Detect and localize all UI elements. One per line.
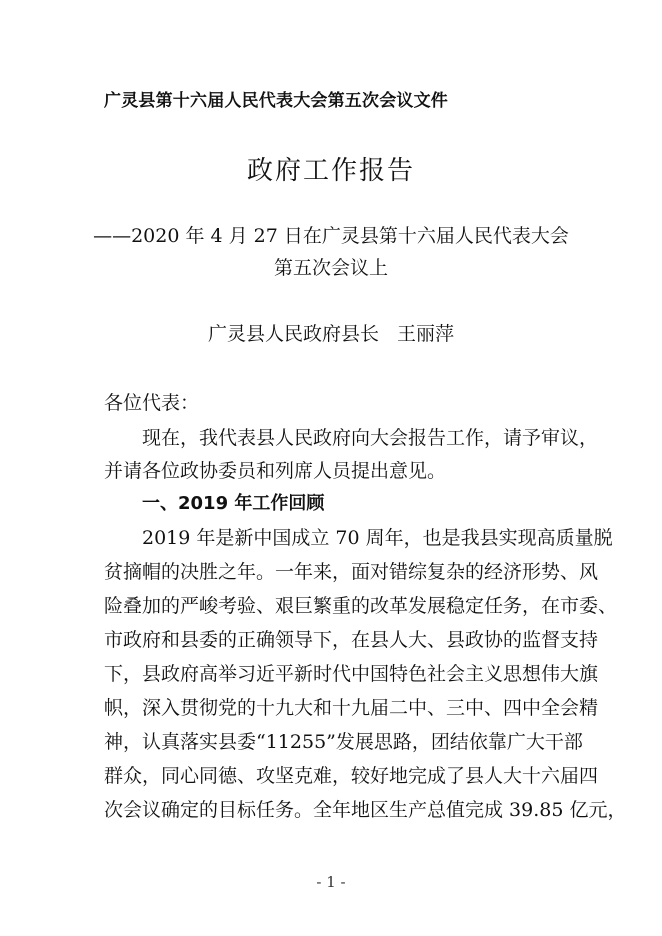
paragraph-line: 贫摘帽的决胜之年。一年来，面对错综复杂的经济形势、风 [104, 561, 599, 583]
paragraph-line: 下，县政府高举习近平新时代中国特色社会主义思想伟大旗 [104, 663, 599, 685]
author-line: 广灵县人民政府县长 王丽萍 [207, 323, 455, 345]
subtitle-line-2: 第五次会议上 [273, 257, 388, 279]
intro-line: 现在，我代表县人民政府向大会报告工作，请予审议， [142, 427, 599, 449]
intro-line: 并请各位政协委员和列席人员提出意见。 [104, 460, 447, 482]
page-number: - 1 - [316, 873, 346, 891]
paragraph-line: 2019 年是新中国成立 70 周年，也是我县实现高质量脱 [142, 527, 613, 549]
report-title: 政府工作报告 [246, 156, 415, 186]
document-series-header: 广灵县第十六届人民代表大会第五次会议文件 [104, 91, 448, 111]
paragraph-line: 神，认真落实县委“11255”发展思路，团结依靠广大干部 [104, 731, 583, 753]
subtitle-line-1: ——2020 年 4 月 27 日在广灵县第十六届人民代表大会 [93, 225, 569, 247]
paragraph-line: 险叠加的严峻考验、艰巨繁重的改革发展稳定任务，在市委、 [104, 595, 618, 617]
paragraph-line: 帜，深入贯彻党的十九大和十九届二中、三中、四中全会精 [104, 697, 599, 719]
section-heading: 一、2019 年工作回顾 [142, 493, 325, 514]
paragraph-line: 群众，同心同德、攻坚克难，较好地完成了县人大十六届四 [104, 765, 599, 787]
paragraph-line: 市政府和县委的正确领导下，在县人大、县政协的监督支持 [104, 629, 599, 651]
paragraph-line: 次会议确定的目标任务。全年地区生产总值完成 39.85 亿元， [104, 799, 627, 821]
salutation: 各位代表： [104, 392, 200, 414]
